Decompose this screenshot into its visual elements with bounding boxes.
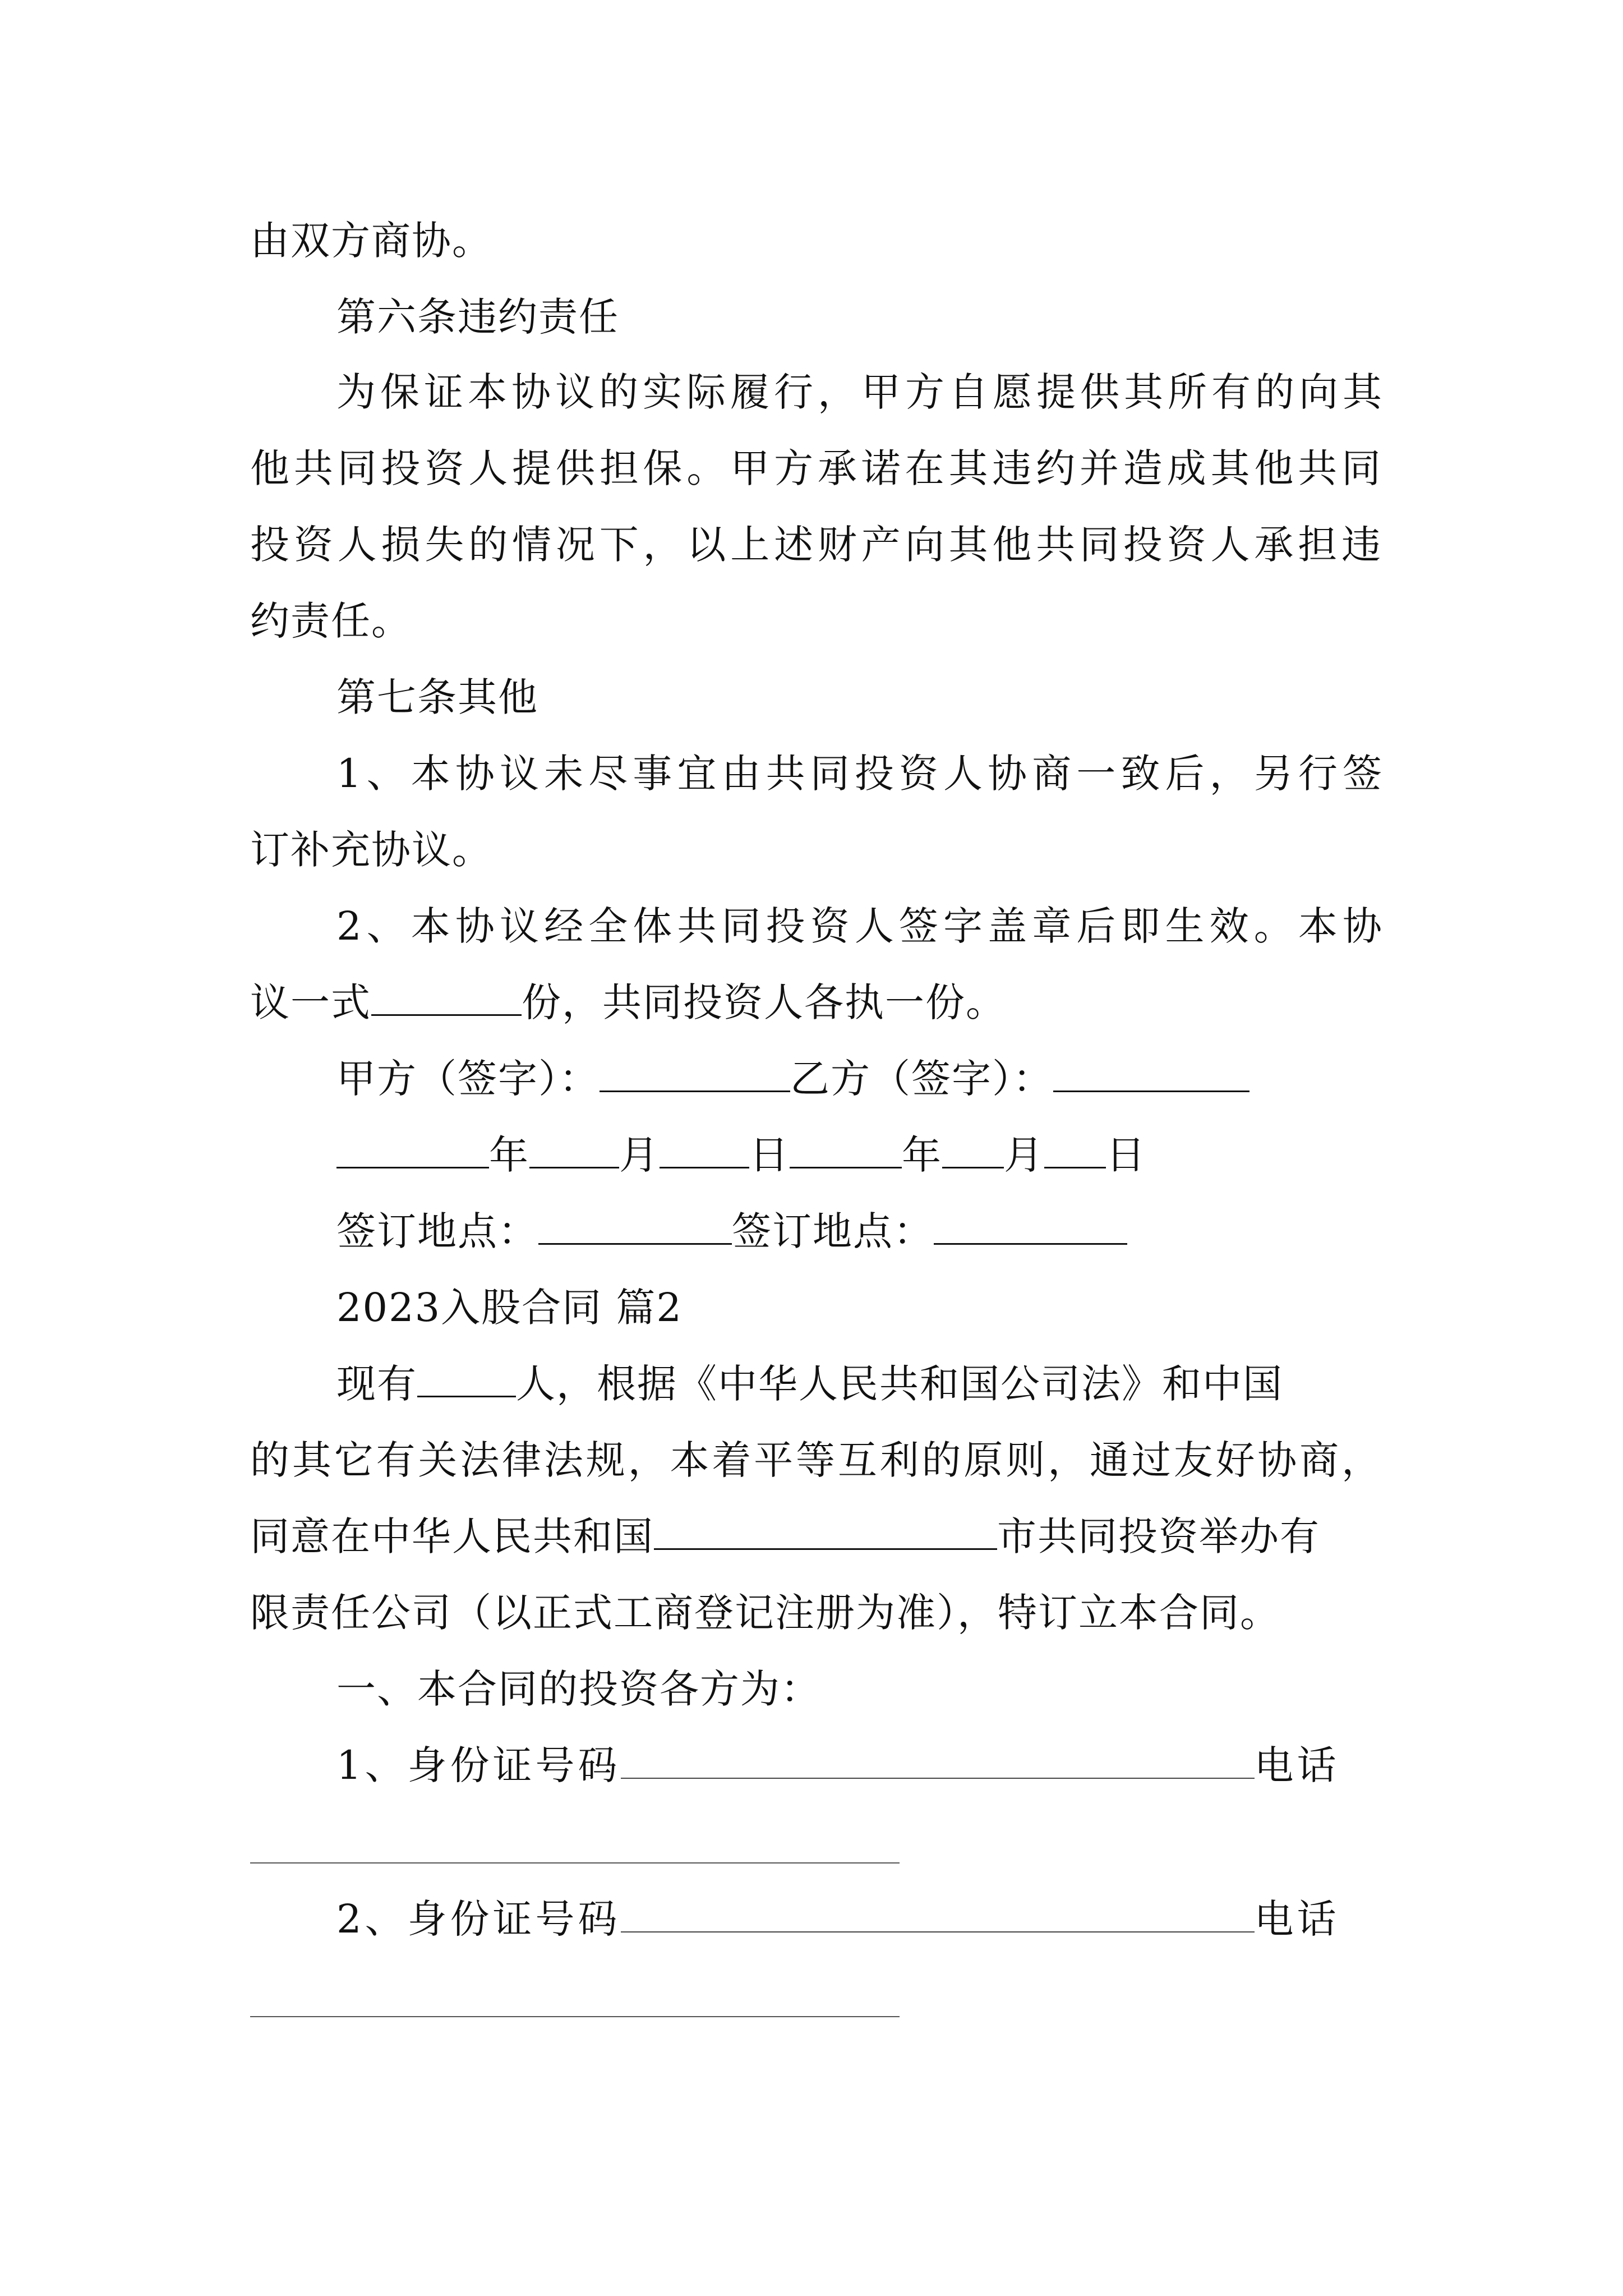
investor-2-id-blank[interactable] [621, 1897, 1255, 1932]
city-suffix: 市共同投资举办有 [997, 1513, 1320, 1559]
city-blank[interactable] [654, 1513, 997, 1550]
persons-prefix: 现有 [336, 1361, 417, 1407]
signature-line [336, 1053, 1249, 1104]
party-a-month-blank[interactable] [529, 1132, 619, 1168]
text-line: 为保证本协议的实际履行，甲方自愿提供其所有的向其 [336, 369, 1382, 415]
copies-suffix: 份，共同投资人各执一份。 [522, 979, 1006, 1025]
date-line [336, 1130, 1146, 1180]
copies-line [250, 977, 1006, 1028]
text-line: 限责任公司（以正式工商登记注册为准），特订立本合同。 [250, 1590, 1280, 1636]
party-a-place-blank[interactable] [538, 1208, 732, 1245]
party-b-place-blank[interactable] [934, 1208, 1127, 1245]
article-6-heading: 第六条违约责任 [336, 294, 619, 340]
party-a-signature-blank[interactable] [600, 1056, 790, 1092]
signing-place-line [336, 1206, 1127, 1257]
copies-count-blank[interactable] [371, 979, 522, 1016]
party-b-signature-blank[interactable] [1053, 1056, 1249, 1092]
party-b-signature-label: 乙方（签字）： [790, 1056, 1053, 1102]
section-heading-2: 2023入股合同 篇2 [336, 1285, 683, 1331]
persons-line [336, 1359, 1382, 1409]
text-line: 2、本协议经全体共同投资人签字盖章后即生效。本协 [336, 903, 1382, 949]
city-prefix: 同意在中华人民共和国 [250, 1513, 654, 1559]
city-line [250, 1511, 1320, 1562]
year-label: 年 [902, 1132, 942, 1178]
party-a-place-label: 签订地点： [336, 1208, 538, 1254]
text-line: 由双方商协。 [250, 218, 492, 264]
party-b-year-blank[interactable] [790, 1132, 902, 1168]
investor-2-phone-blank[interactable] [250, 2016, 900, 2017]
id-number-label: 1、身份证号码 [336, 1742, 621, 1788]
text-line: 他共同投资人提供担保。甲方承诺在其违约并造成其他共同 [250, 445, 1381, 491]
text-line: 订补充协议。 [250, 827, 492, 873]
year-label: 年 [489, 1132, 529, 1178]
phone-label: 电话 [1254, 1742, 1340, 1788]
month-label: 月 [1004, 1132, 1044, 1178]
party-b-month-blank[interactable] [942, 1132, 1004, 1168]
party-b-place-label: 签订地点： [732, 1208, 934, 1254]
persons-count-blank[interactable] [417, 1361, 516, 1397]
text-line: 投资人损失的情况下，以上述财产向其他共同投资人承担违 [250, 522, 1381, 568]
id-number-label: 2、身份证号码 [336, 1896, 621, 1942]
investor-1-line [336, 1740, 1340, 1791]
investor-1-id-blank[interactable] [621, 1743, 1255, 1779]
article-7-heading: 第七条其他 [336, 674, 538, 720]
party-a-day-blank[interactable] [660, 1132, 749, 1168]
text-line: 1、本协议未尽事宜由共同投资人协商一致后，另行签 [336, 751, 1382, 797]
text-line: 约责任。 [250, 598, 412, 644]
copies-prefix: 议一式 [250, 979, 371, 1025]
investor-1-phone-blank[interactable] [250, 1862, 900, 1864]
month-label: 月 [619, 1132, 660, 1178]
phone-label: 电话 [1254, 1896, 1340, 1942]
investors-heading: 一、本合同的投资各方为： [336, 1666, 821, 1712]
text-line: 的其它有关法律法规，本着平等互利的原则，通过友好协商， [250, 1437, 1381, 1483]
party-b-day-blank[interactable] [1044, 1132, 1106, 1168]
day-label: 日 [1106, 1132, 1146, 1178]
party-a-signature-label: 甲方（签字）： [336, 1056, 600, 1102]
investor-2-line [336, 1894, 1340, 1944]
day-label: 日 [749, 1132, 790, 1178]
party-a-year-blank[interactable] [336, 1132, 489, 1168]
persons-suffix: 人，根据《中华人民共和国公司法》和中国 [516, 1361, 1283, 1407]
